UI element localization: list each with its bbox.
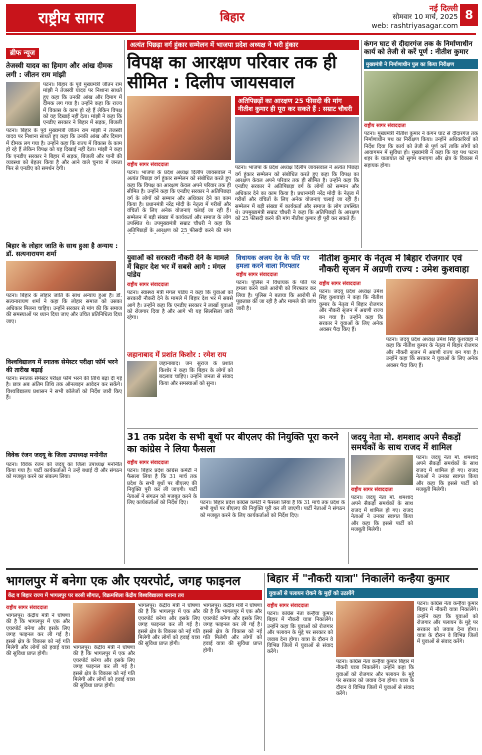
section-name: बिहार [220, 10, 245, 24]
kanhaiya-headline: बिहार में "नौकरी यात्रा" निकालेंगे कन्हैया कुमार [267, 573, 450, 585]
row-divider [127, 250, 478, 251]
congress-byline: राष्ट्रीय सागर संवाददाता [127, 460, 169, 466]
kanhaiya-body-cont: पटना। कांग्रेस नेता कन्हैया कुमार बिहार में नौकरी यात्रा निकालेंगे। उन्होंने कहा कि युवाओं को रोजगार और पलायन के मुद्दे पर सरकार को जवाब देना होगा। यात्रा के दौरान वे विभिन्न जिलों में युवाओं से संवाद करेंगे। [336, 659, 414, 698]
mangal-byline: राष्ट्रीय सागर संवाददाता [127, 281, 169, 288]
story-lohar-body: पटना। बिहार के लोहार जाति के साथ अन्याय हुआ है। डॉ. सत्यनारायण शर्मा ने कहा कि लोहार समाज को उसका अधिकार मिलना चाहिए। उन्होंने सरकार से मांग की कि समाज की समस्याओं पर ध्यान दिया जाए और उचित प्रतिनिधित्व दिया जाए। [6, 293, 122, 325]
jehanabad-photo [127, 361, 157, 397]
kanhaiya-kicker: युवाओं से पलायन रोकने के मुद्दों को उठायेंगे [267, 588, 478, 598]
row-divider [127, 428, 478, 429]
story-manjhi-headline: तेजस्वी यादव का हिमाग और आंख दीमक लगी : जीतन राम मांझी [6, 62, 113, 79]
shamshad-byline: राष्ट्रीय सागर संवाददाता [351, 487, 393, 493]
bridge-body: पटना। मुख्यमंत्री नीतीश कुमार ने कंगन घाट से दीदारगंज तक निर्माणाधीन पथ का निरीक्षण किया। उन्होंने अधिकारियों को निर्देश दिया कि कार्य को तेजी से पूर्ण करें ताकि लोगों को आवागमन में सुविधा हो। मुख्यमंत्री ने कहा कि यह पथ पटना शहर के यातायात को सुगम बनाएगा और क्षेत्र के विकास में सहायक होगा। [364, 130, 478, 169]
bhagalpur-body: भागलपुर। केंद्रीय मंत्री ने घोषणा की है कि भागलपुर में एक और एयरपोर्ट बनेगा और इसके लिए जगह फाइनल कर ली गई है। इससे क्षेत्र के विकास को नई गति मिलेगी और लोगों को हवाई यात्रा की सुविधा प्राप्त होगी। [6, 613, 70, 658]
mla-byline: राष्ट्रीय सागर संवाददाता [236, 272, 278, 278]
lead-kicker: अत्यंत पिछड़ा वर्ग हुंकार सम्मेलन में भाजपा प्रदेश अध्यक्ष ने भरी हुंकार [127, 40, 359, 50]
lead-body-col2: पटना। भाजपा के प्रदेश अध्यक्ष दिलीप जायसवाल ने अत्यंत पिछड़ा वर्ग हुंकार सम्मेलन को संबोधित करते हुए कहा कि विपक्ष का आरक्षण केवल अपने परिवार तक ही सीमित है। उन्होंने कहा कि एनडीए सरकार ने अतिपिछड़ा वर्ग के लोगों को सम्मान और अधिकार देने का काम किया है। प्रधानमंत्री नरेंद्र मोदी के नेतृत्व में गरीबों और वंचितों के लिए अनेक योजनाएं चलाई जा रही हैं। सम्मेलन में बड़ी संख्या में कार्यकर्ता और समाज के लोग उपस्थित थे। उपमुख्यमंत्री सम्राट चौधरी ने कहा कि अतिपिछड़ों के आरक्षण को 25 फीसदी करने की मांग नीतीश कुमार ही पूरी कर सकते हैं। [235, 165, 359, 223]
jehanabad-headline: जहानाबाद में प्रशांत किशोर : रमेश राय [127, 350, 227, 359]
bhagalpur-kicker: केंद्र व बिहार राज्य में भागलपुर पर बरसी सौगात, विक्रमशिला केंद्रीय विश्वविद्यालय बनाना तय [6, 590, 262, 600]
story-lohar-headline: बिहार के लोहार जाति के साथ हुआ है अन्याय : डॉ. सत्यनारायण शर्मा [6, 242, 118, 258]
story-vivek-headline: विवेक रंजन जदयू के जिला उपाध्यक्ष मनोनीत [6, 452, 108, 459]
story-manjhi-body: पटना। बिहार के पूर्व मुख्यमंत्री जीतन राम मांझी ने तेजस्वी यादव पर निशाना साधते हुए कहा कि उनकी आंख और दिमाग में दीमक लग गया है। उन्होंने कहा कि राज्य में विकास के काम हो रहे हैं लेकिन विपक्ष को यह दिखाई नहीं देता। मांझी ने कहा कि एनडीए सरकार ने बिहार में सड़क, बिजली और पानी की व्यवस्था को बेहतर किया है और आने वाले चुनाव में जनता फिर से एनडीए को समर्थन देगी। [6, 128, 122, 173]
mla-body: पटना। पुलिस ने विधायक के पति पर हमला करने वाले आरोपी को गिरफ्तार कर लिया है। पुलिस ने बताया कि आरोपी से पूछताछ की जा रही है और मामले की जांच जारी है। [236, 280, 316, 312]
bridge-headline: कंगन घाट से दीदारगंज तक के निर्माणाधीन कार्य को तेजी से करें पूर्ण : नीतीश कुमार [364, 40, 473, 57]
website: web: rashtriyasagar.com [371, 22, 458, 30]
column-divider [361, 40, 362, 248]
kanhaiya-photo [336, 601, 414, 657]
lead-story [127, 40, 359, 248]
masthead-rule [6, 33, 476, 35]
bridge-byline: राष्ट्रीय सागर संवाददाता [364, 122, 406, 129]
bhagalpur-body-cont: भागलपुर। केंद्रीय मंत्री ने घोषणा की है कि भागलपुर में एक और एयरपोर्ट बनेगा और इसके लिए जगह फाइनल कर ली गई है। इससे क्षेत्र के विकास को नई गति मिलेगी और लोगों को हवाई यात्रा की सुविधा प्राप्त होगी। [73, 645, 135, 690]
lead-photo-2 [235, 117, 359, 163]
shamshad-story [351, 432, 478, 564]
congress-body-cont: पटना। बिहार प्रदेश कांग्रेस कमेटी ने फैसला लिया है कि 31 मार्च तक प्रदेश के सभी बूथों पर बीएलए की नियुक्ति पूरी कर ली जाएगी। पार्टी नेताओं ने संगठन को मजबूत करने के लिए कार्यकर्ताओं को निर्देश दिए। [200, 500, 345, 519]
umesh-kushwaha-story [319, 254, 478, 426]
congress-bla-story [127, 432, 345, 564]
bhagalpur-headline: भागलपुर में बनेगा एक और एयरपोर्ट, जगह फाइनल [6, 573, 241, 588]
edition-date: सोमवार 10 मार्च, 2025 [392, 13, 458, 21]
lead-body-col1: पटना। भाजपा के प्रदेश अध्यक्ष दिलीप जायसवाल ने अत्यंत पिछड़ा वर्ग हुंकार सम्मेलन को संबोधित करते हुए कहा कि विपक्ष का आरक्षण केवल अपने परिवार तक ही सीमित है। उन्होंने कहा कि एनडीए सरकार ने अतिपिछड़ा वर्ग के लोगों को सम्मान और अधिकार देने का काम किया है। प्रधानमंत्री नरेंद्र मोदी के नेतृत्व में गरीबों और वंचितों के लिए अनेक योजनाएं चलाई जा रही हैं। सम्मेलन में बड़ी संख्या में कार्यकर्ता और समाज के लोग उपस्थित थे। उपमुख्यमंत्री सम्राट चौधरी ने कहा कि अतिपिछड़ों के आरक्षण को 25 फीसदी करने की मांग [127, 170, 231, 234]
nitish-bridge-story [364, 40, 478, 248]
congress-headline: 31 तक प्रदेश के सभी बूथों पर बीएलए की नियुक्ति पूरा करने का कांग्रेस ने लिया फैसला [127, 432, 339, 455]
lead-headline: विपक्ष का आरक्षण परिवार तक ही सीमित : दिलीप जायसवाल [127, 53, 337, 93]
umesh-headline: नीतीश कुमार के नेतृत्व में बिहार रोजगार एवं नौकरी सृजन में अग्रणी राज्य : उमेश कुशवाहा [319, 254, 470, 275]
mla-attack-story [236, 254, 316, 426]
story-vivek-body: पटना। विवेक रंजन को जदयू का जिला उपाध्यक्ष मनोनीत किया गया है। पार्टी कार्यकर्ताओं ने उन्हें बधाई दी और संगठन को मजबूत करने का संकल्प लिया। [6, 461, 122, 481]
umesh-byline: राष्ट्रीय सागर संवाददाता [319, 281, 361, 287]
bhagalpur-body-cont3: भागलपुर। केंद्रीय मंत्री ने घोषणा की है कि भागलपुर में एक और एयरपोर्ट बनेगा और इसके लिए जगह फाइनल कर ली गई है। इससे क्षेत्र के विकास को नई गति मिलेगी और लोगों को हवाई यात्रा की सुविधा प्राप्त होगी। [203, 603, 262, 654]
manjhi-photo [6, 82, 40, 126]
edition-city: नई दिल्ली [429, 4, 458, 13]
lohar-photo [6, 261, 116, 291]
story-exam-body: पटना। स्नातक सेमेस्टर परीक्षा फॉर्म भरने की तिथि बढ़ा दी गई है। छात्र अब अंतिम तिथि तक ऑनलाइन आवेदन कर सकेंगे। विश्वविद्यालय प्रशासन ने सभी कॉलेजों को निर्देश जारी किए हैं। [6, 376, 122, 402]
column-divider [264, 573, 265, 751]
shamshad-body-cont: पटना। जदयू नेता मो. शमशाद अपने सैकड़ों समर्थकों के साथ राजद में शामिल हो गए। राजद नेताओं ने उनका स्वागत किया और कहा कि इससे पार्टी को मजबूती मिलेगी। [416, 455, 478, 494]
mla-headline: विधायक अजय देव के पति पर हमला करने वाला गिरफ्तार [236, 254, 310, 270]
mangal-body: पटना। स्वास्थ्य मंत्री मंगल पांडेय ने कहा कि युवाओं को सरकारी नौकरी देने के मामले में बिहार देश भर में सबसे आगे है। उन्होंने कहा कि एनडीए सरकार ने लाखों युवाओं को रोजगार दिया है और आगे भी यह सिलसिला जारी रहेगा। [127, 289, 233, 322]
mangal-pandey-story [127, 254, 233, 426]
bridge-photo [364, 71, 478, 121]
story-exam-headline: विश्वविद्यालय में स्नातक सेमेस्टर परीक्षा फॉर्म भरने की तारीख बढ़ाई [6, 359, 118, 374]
umesh-photo [386, 279, 478, 335]
jehanabad-body: जहानाबाद। जन सुराज के प्रशांत किशोर ने कहा कि बिहार के लोगों को बदलाव चाहिए। उन्होंने जनता से संवाद किया और समस्याओं को सुना। [159, 361, 233, 387]
lead-photo [127, 96, 231, 160]
umesh-body-cont: पटना। जदयू प्रदेश अध्यक्ष उमेश सिंह कुशवाहा ने कहा कि नीतीश कुमार के नेतृत्व में बिहार रोजगार और नौकरी सृजन में अग्रणी राज्य बन गया है। उन्होंने कहा कि सरकार ने युवाओं के लिए अनेक अवसर पैदा किए हैं। [386, 337, 478, 369]
bridge-caption: मुख्यमंत्री ने निर्माणाधीन पुल का किया निरीक्षण [364, 59, 478, 69]
brief-news-label: ब्रीफ न्यूज [6, 48, 39, 59]
page-number: 8 [460, 4, 478, 26]
brief-news-column [6, 40, 122, 564]
bhagalpur-story [6, 573, 262, 751]
bhagalpur-body-cont2: भागलपुर। केंद्रीय मंत्री ने घोषणा की है कि भागलपुर में एक और एयरपोर्ट बनेगा और इसके लिए जगह फाइनल कर ली गई है। इससे क्षेत्र के विकास को नई गति मिलेगी और लोगों को हवाई यात्रा की सुविधा प्राप्त होगी। [138, 603, 200, 648]
lead-byline: राष्ट्रीय सागर संवाददाता [127, 162, 169, 168]
masthead [0, 0, 482, 34]
shamshad-body: पटना। जदयू नेता मो. शमशाद अपने सैकड़ों समर्थकों के साथ राजद में शामिल हो गए। राजद नेताओं ने उनका स्वागत किया और कहा कि इससे पार्टी को मजबूती मिलेगी। [351, 495, 413, 534]
bhagalpur-photo [73, 603, 135, 643]
story-manjhi-intro: पटना। बिहार के पूर्व मुख्यमंत्री जीतन राम मांझी ने तेजस्वी यादव पर निशाना साधते हुए कहा कि उनकी आंख और दिमाग में दीमक लग गया है। उन्होंने कहा कि राज्य में विकास के काम हो रहे हैं लेकिन विपक्ष को यह दिखाई नहीं देता। मांझी ने कहा कि एनडीए सरकार ने बिहार में सड़क, बिजली [43, 82, 122, 126]
column-divider [348, 432, 349, 564]
kanhaiya-story [267, 573, 478, 751]
shamshad-photo [351, 455, 413, 485]
congress-photo [200, 458, 345, 498]
kanhaiya-body-cont2: पटना। कांग्रेस नेता कन्हैया कुमार बिहार में नौकरी यात्रा निकालेंगे। उन्होंने कहा कि युवाओं को रोजगार और पलायन के मुद्दे पर सरकार को जवाब देना होगा। यात्रा के दौरान वे विभिन्न जिलों में युवाओं से संवाद करेंगे। [417, 601, 478, 646]
umesh-body: पटना। जदयू प्रदेश अध्यक्ष उमेश सिंह कुशवाहा ने कहा कि नीतीश कुमार के नेतृत्व में बिहार रोजगार और नौकरी सृजन में अग्रणी राज्य बन गया है। उन्होंने कहा कि सरकार ने युवाओं के लिए अनेक अवसर पैदा किए हैं। [319, 289, 383, 334]
kanhaiya-body: पटना। कांग्रेस नेता कन्हैया कुमार बिहार में नौकरी यात्रा निकालेंगे। उन्होंने कहा कि युवाओं को रोजगार और पलायन के मुद्दे पर सरकार को जवाब देना होगा। यात्रा के दौरान वे विभिन्न जिलों में युवाओं से संवाद करेंगे। [267, 611, 333, 656]
shamshad-headline: जदयू नेता मो. शमशाद अपने सैकड़ों समर्थकों के साथ राजद में शामिल [351, 432, 461, 452]
congress-body: पटना। बिहार प्रदेश कांग्रेस कमेटी ने फैसला लिया है कि 31 मार्च तक प्रदेश के सभी बूथों पर बीएलए की नियुक्ति पूरी कर ली जाएगी। पार्टी नेताओं ने संगठन को मजबूत करने के लिए कार्यकर्ताओं को निर्देश दिए। [127, 468, 197, 507]
bottom-divider [6, 568, 478, 570]
mangal-headline: युवाओं को सरकारी नौकरी देने के मामले में बिहार देश भर में सबसे आगे : मंगल पांडेय [127, 254, 229, 280]
newspaper-title: राष्ट्रीय सागर [6, 4, 136, 32]
kanhaiya-byline: राष्ट्रीय सागर संवाददाता [267, 603, 309, 609]
bhagalpur-byline: राष्ट्रीय सागर संवाददाता [6, 605, 48, 611]
column-divider [124, 40, 125, 564]
lead-subhead: अतिपिछड़ों का आरक्षण 25 फीसदी की मांग नीतीश कुमार ही पूरा कर सकते हैं : सम्राट चौधरी [235, 96, 359, 115]
edition-info [372, 4, 458, 31]
